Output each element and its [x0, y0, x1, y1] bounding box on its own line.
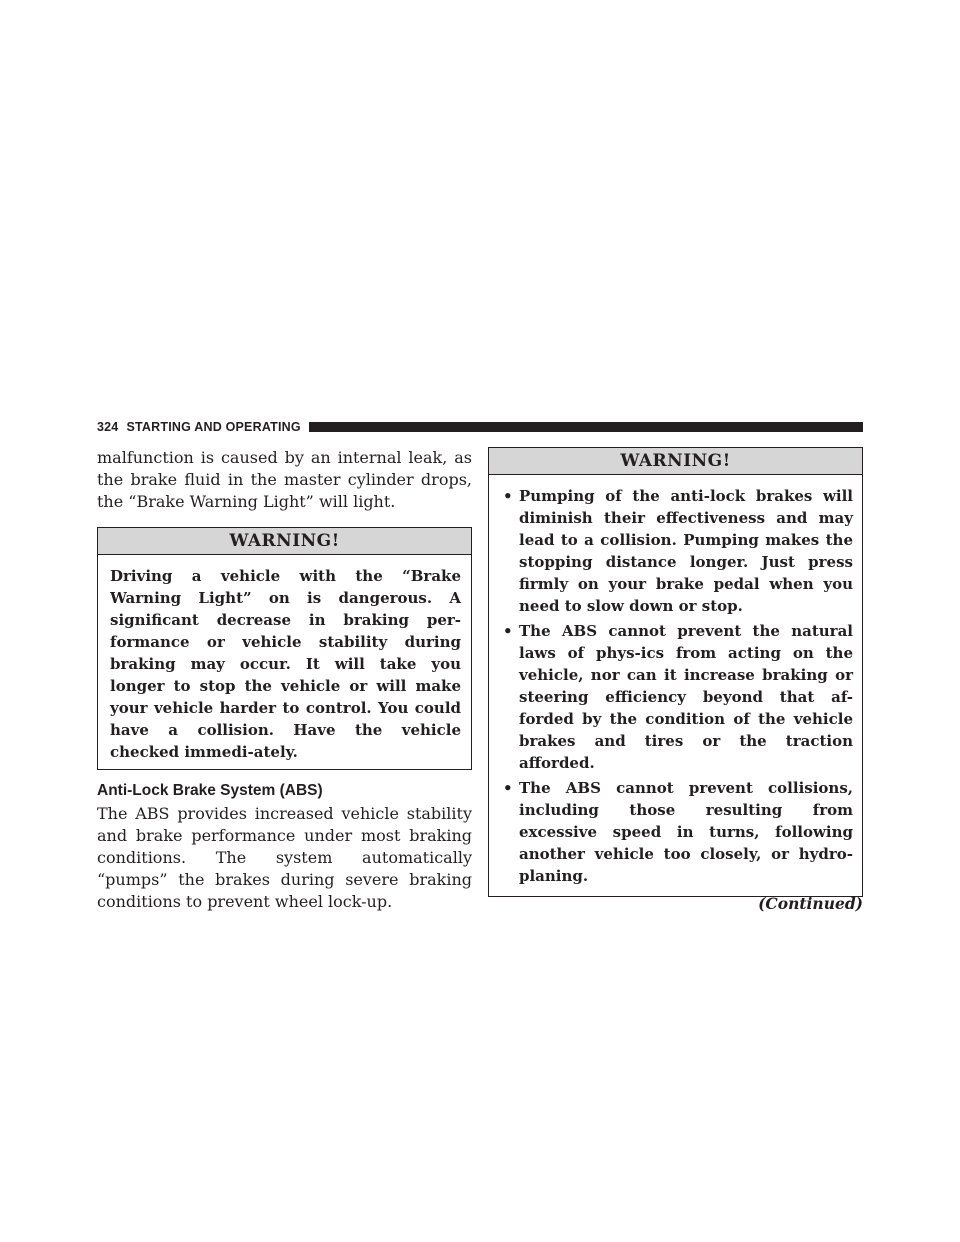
continued-label: (Continued) [758, 894, 863, 913]
warning-list-item [501, 777, 853, 887]
warning-item-text: Pumping of the anti-lock brakes will diminish their effectiveness and may lead to a collision. Pumping makes the stopping distance longer. Just press firmly on your brake pedal when you need to slow down or stop. [519, 487, 853, 615]
bullet-icon: • [503, 487, 513, 505]
warning-box-abs [488, 447, 863, 897]
abs-subheading: Anti-Lock Brake System (ABS) [97, 782, 323, 799]
warning-heading: WARNING! [489, 448, 862, 475]
warning-item-text: The ABS cannot prevent collisions, including those resulting from excessive speed in turns, following another vehicle too closely, or hydro-planing. [519, 779, 853, 885]
warning-list-item [501, 620, 853, 774]
section-title: STARTING AND OPERATING [126, 420, 301, 434]
left-column [97, 447, 472, 913]
warning-list [489, 475, 862, 896]
page-number: 324 [97, 420, 119, 434]
warning-heading: WARNING! [98, 528, 471, 555]
warning-box-brake-light [97, 527, 472, 770]
header-rule [309, 422, 863, 432]
page-header [97, 420, 863, 434]
warning-text: Driving a vehicle with the “Brake Warning Light” on is dangerous. A significant decrease in braking per-formance or vehicle stability during braking may occur. It will take you longer to stop the vehicle or will make your vehicle harder to control. You could have a collision. Have the vehicle checked immedi-ately. [110, 567, 461, 761]
intro-paragraph: malfunction is caused by an internal leak, as the brake fluid in the master cylinder drops, the “Brake Warning Light” will light. [97, 448, 472, 511]
right-column [488, 447, 863, 914]
bullet-icon: • [503, 779, 513, 797]
abs-paragraph: The ABS provides increased vehicle stability and brake performance under most braking conditions. The system automatically “pumps” the brakes during severe braking conditions to prevent wheel lock-up. [97, 804, 472, 911]
warning-item-text: The ABS cannot prevent the natural laws of phys-ics from acting on the vehicle, nor can it increase braking or steering efficiency beyond that af-forded by the condition of the vehicle brakes and tires or the traction afforded. [519, 622, 853, 772]
bullet-icon: • [503, 622, 513, 640]
warning-list-item [501, 485, 853, 617]
